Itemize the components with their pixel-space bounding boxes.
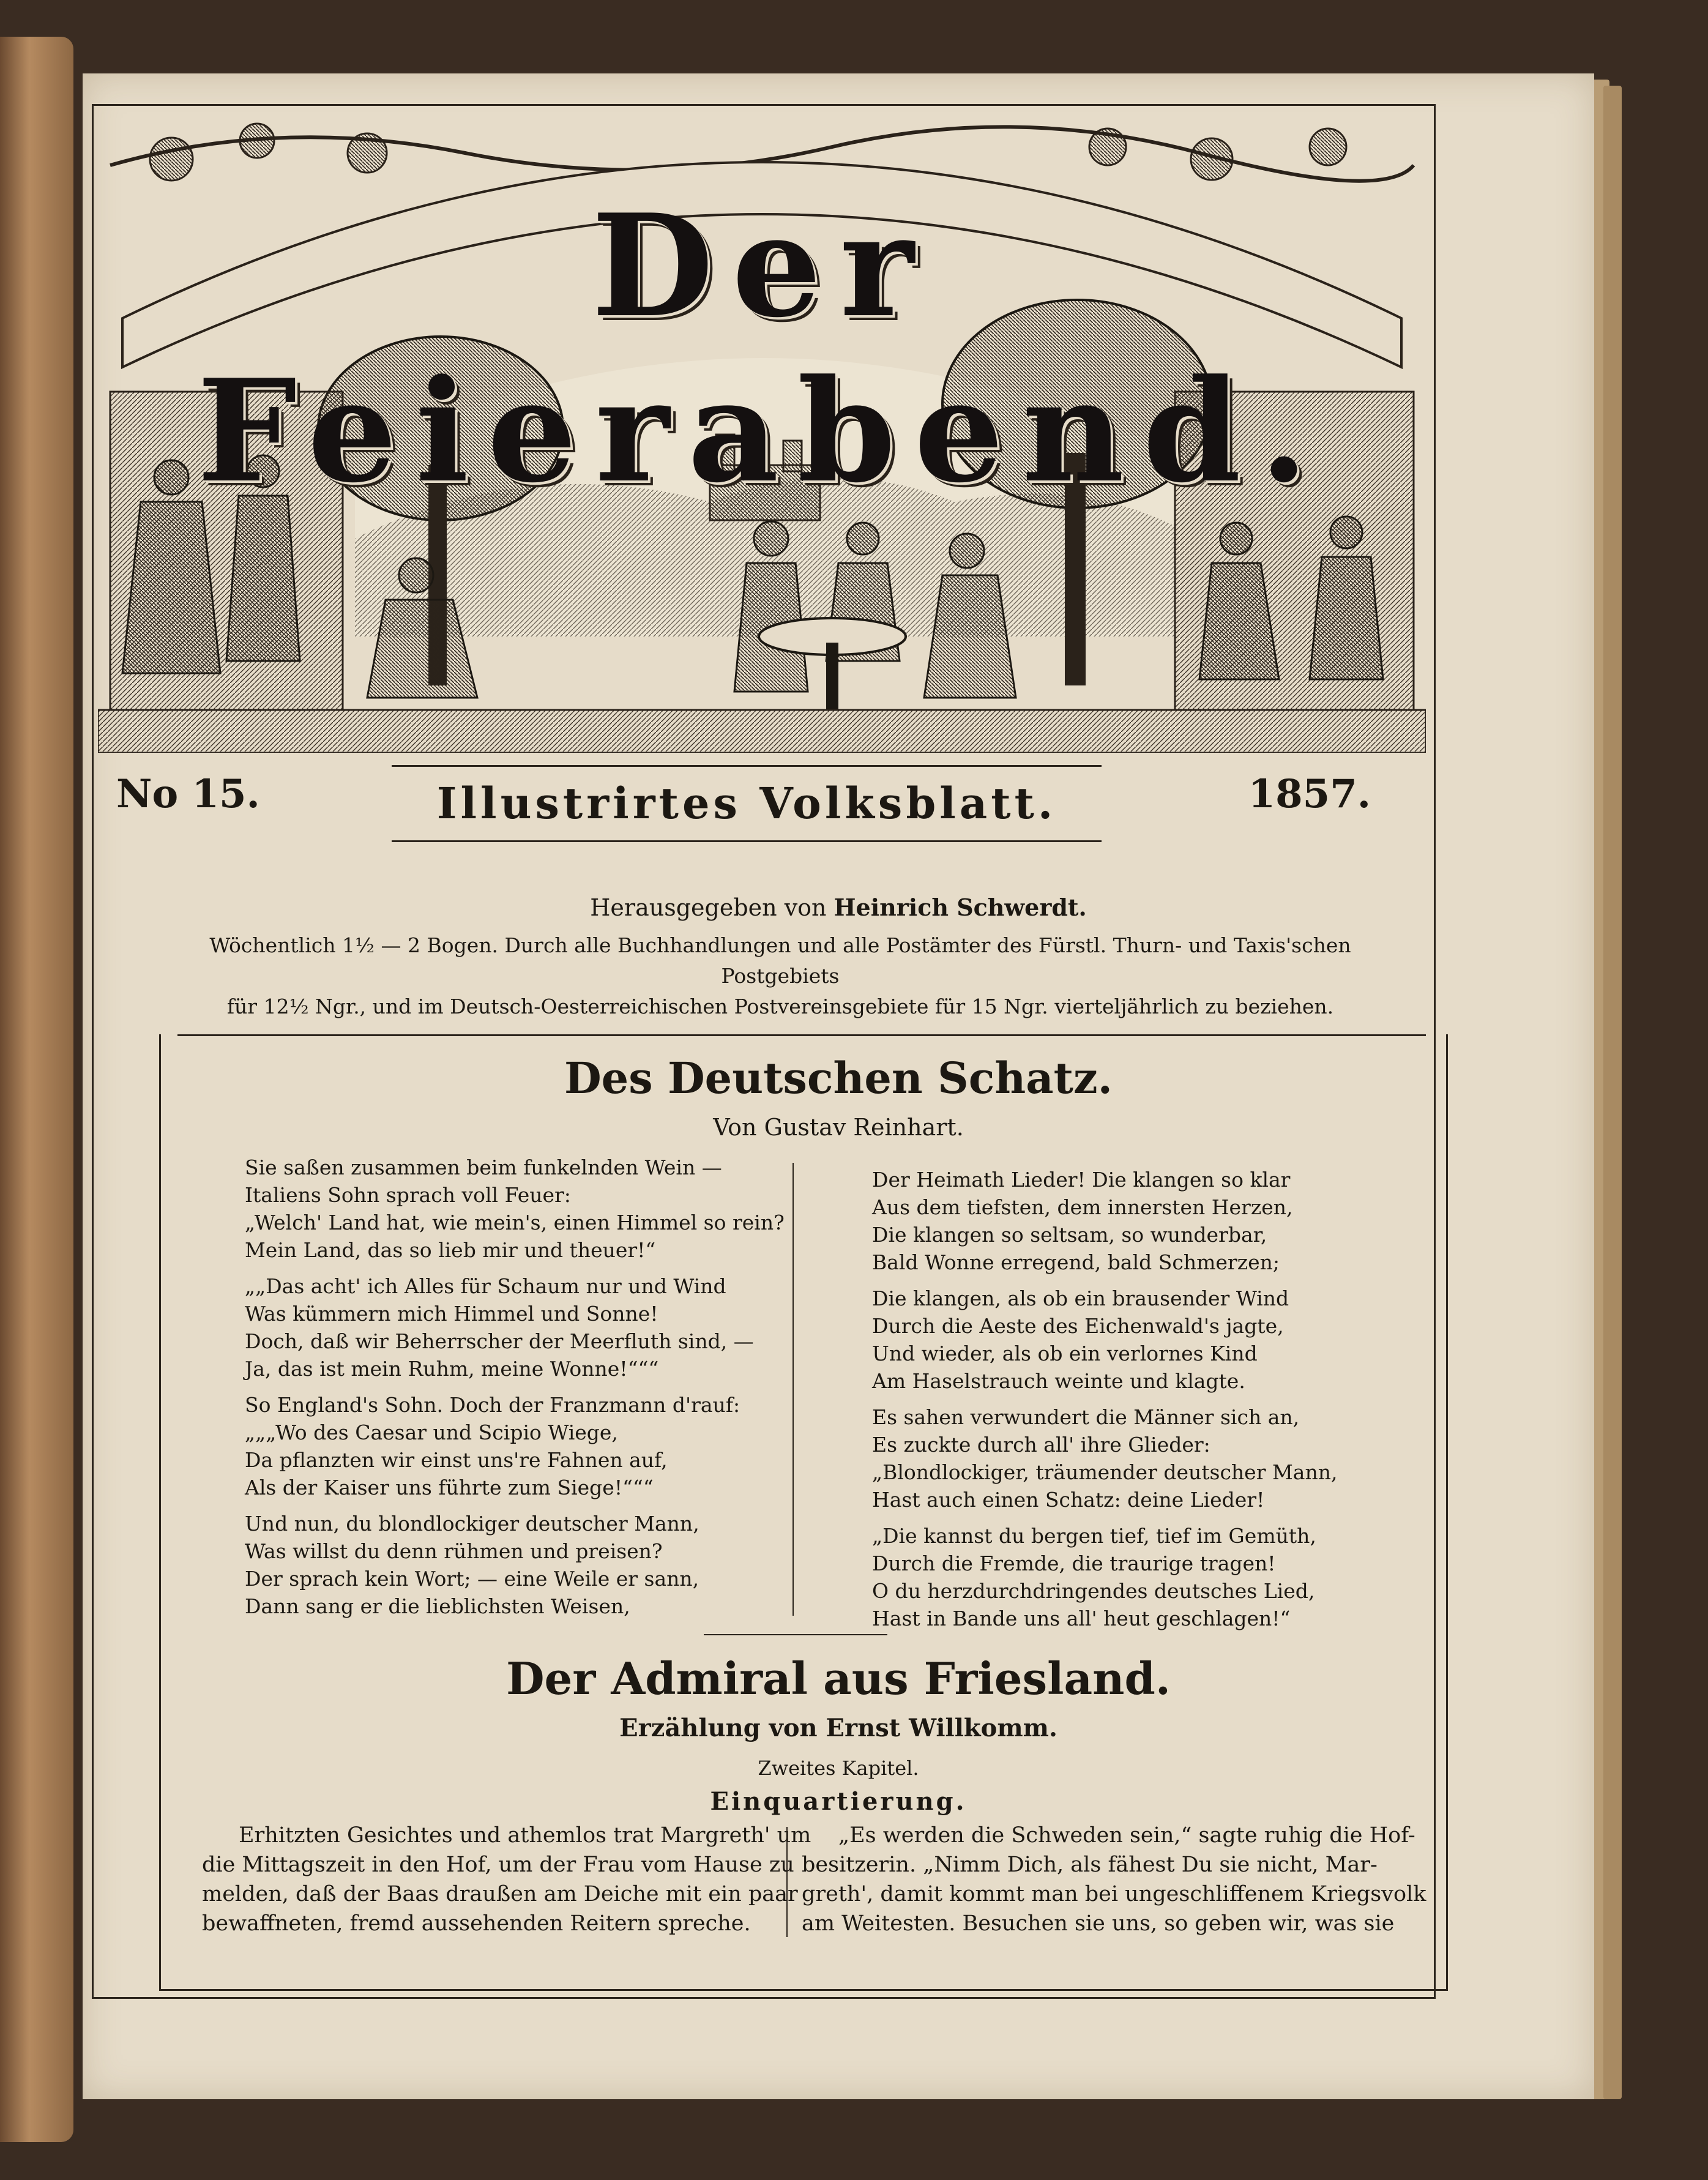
poem-line: Durch die Aeste des Eichenwald's jagte, (872, 1314, 1284, 1338)
poem-line: Hast auch einen Schatz: deine Lieder! (872, 1488, 1265, 1512)
editor-prefix: Herausgegeben von (590, 894, 827, 921)
chapter-title: Einquartierung. (710, 1787, 967, 1816)
poem-line: Ja, das ist mein Ruhm, meine Wonne!“““ (245, 1357, 659, 1381)
masthead-subtitle: Illustrirtes Volksblatt. (392, 765, 1102, 842)
poem-line: Dann sang er die lieblichsten Weisen, (245, 1594, 630, 1618)
poem-stanza (245, 1391, 783, 1501)
poem-line: „„„Wo des Caesar und Scipio Wiege, (245, 1420, 618, 1444)
poem-line: Da pflanzten wir einst uns're Fahnen auf, (245, 1448, 668, 1472)
poem-line: Es zuckte durch all' ihre Glieder: (872, 1433, 1210, 1457)
story-left-column (202, 1821, 811, 1938)
poem-line: „„Das acht' ich Alles für Schaum nur und Wind (245, 1274, 726, 1298)
story-line: besitzerin. „Nimm Dich, als fähest Du sie nicht, Mar- (802, 1853, 1378, 1877)
poem-line: Als der Kaiser uns führte zum Siege!“““ (245, 1476, 654, 1499)
poem-line: O du herzdurchdringendes deutsches Lied, (872, 1579, 1315, 1603)
story-line: melden, daß der Baas draußen am Deiche mit ein paar (202, 1882, 798, 1906)
poem-line: Was kümmern mich Himmel und Sonne! (245, 1302, 658, 1326)
chapter-label: Zweites Kapitel. (758, 1756, 919, 1780)
poem-line: Bald Wonne erregend, bald Schmerzen; (872, 1250, 1280, 1274)
poem-column-divider (792, 1163, 794, 1616)
poem-line: Die klangen so seltsam, so wunderbar, (872, 1223, 1267, 1247)
subscription-terms (184, 930, 1377, 1022)
terms-line-2: für 12½ Ngr., und im Deutsch-Oesterreichischen Postvereinsgebiete für 15 Ngr. vierteljährlich zu beziehen. (226, 995, 1334, 1018)
story-line: am Weitesten. Besuchen sie uns, so geben wir, was sie (802, 1911, 1395, 1936)
story-byline: Erzählung von Ernst Willkomm. (619, 1714, 1057, 1742)
poem-line: Der sprach kein Wort; — eine Weile er sann, (245, 1567, 699, 1591)
poem-stanza (245, 1272, 783, 1383)
section-divider (704, 1634, 887, 1635)
issue-number: No 15. (116, 771, 260, 817)
issue-year: 1857. (1248, 771, 1371, 817)
editor-name: Heinrich Schwerdt. (833, 894, 1087, 921)
story-right-column (802, 1821, 1426, 1938)
poem-line: Am Haselstrauch weinte und klagte. (872, 1369, 1245, 1393)
poem-line: Italiens Sohn sprach voll Feuer: (245, 1183, 571, 1207)
poem-stanza (245, 1154, 783, 1264)
poem-line: Und wieder, als ob ein verlornes Kind (872, 1342, 1258, 1365)
poem-line: Und nun, du blondlockiger deutscher Mann, (245, 1512, 699, 1536)
poem-line: Durch die Fremde, die traurige tragen! (872, 1551, 1276, 1575)
story-line: greth', damit kommt man bei ungeschliffenem Kriegsvolk (802, 1882, 1426, 1906)
poem-line: Doch, daß wir Beherrscher der Meerfluth sind, — (245, 1329, 754, 1353)
page-edge (1603, 86, 1622, 2099)
story-line: „Es werden die Schweden sein,“ sagte ruhig die Hof- (838, 1823, 1415, 1848)
adjacent-page-edge (0, 37, 73, 2142)
masthead (98, 110, 1426, 851)
poem-line: Mein Land, das so lieb mir und theuer!“ (245, 1238, 656, 1262)
story-line: die Mittagszeit in den Hof, um der Frau vom Hause zu (202, 1853, 794, 1877)
poem-line: Hast in Bande uns all' heut geschlagen!“ (872, 1607, 1291, 1630)
poem-line: Sie saßen zusammen beim funkelnden Wein — (245, 1155, 722, 1179)
poem-line: „Die kannst du bergen tief, tief im Gemüth, (872, 1524, 1316, 1548)
poem-left-column (245, 1154, 783, 1629)
poem-stanza (872, 1522, 1411, 1632)
story-column-divider (786, 1827, 788, 1937)
poem-stanza (872, 1403, 1411, 1514)
poem-stanza (872, 1285, 1411, 1395)
terms-line-1: Wöchentlich 1½ — 2 Bogen. Durch alle Buchhandlungen und alle Postämter des Fürstl. Thurn- und Taxis'schen Postgebiets (209, 933, 1351, 988)
poem-right-column (872, 1166, 1411, 1641)
poem-title: Des Deutschen Schatz. (564, 1053, 1113, 1103)
poem-byline: Von Gustav Reinhart. (713, 1114, 964, 1141)
poem-stanza (245, 1510, 783, 1620)
poem-line: „Blondlockiger, träumender deutscher Mann, (872, 1460, 1338, 1484)
poem-line: „Welch' Land hat, wie mein's, einen Himmel so rein? (245, 1211, 785, 1234)
story-title: Der Admiral aus Friesland. (506, 1652, 1171, 1704)
poem-line: Es sahen verwundert die Männer sich an, (872, 1405, 1300, 1429)
poem-line: Der Heimath Lieder! Die klangen so klar (872, 1168, 1291, 1192)
editor-line (83, 894, 1594, 921)
story-line: Erhitzten Gesichtes und athemlos trat Margreth' um (239, 1823, 811, 1848)
issue-bar (98, 765, 1426, 838)
poem-line: So England's Sohn. Doch der Franzmann d'rauf: (245, 1393, 740, 1417)
poem-line: Aus dem tiefsten, dem innersten Herzen, (872, 1195, 1293, 1219)
story-line: bewaffneten, fremd aussehenden Reitern spreche. (202, 1911, 751, 1936)
poem-line: Was willst du denn rühmen und preisen? (245, 1539, 663, 1563)
poem-stanza (872, 1166, 1411, 1276)
masthead-title: Der Feierabend. (196, 184, 1327, 514)
poem-line: Die klangen, als ob ein brausender Wind (872, 1286, 1289, 1310)
